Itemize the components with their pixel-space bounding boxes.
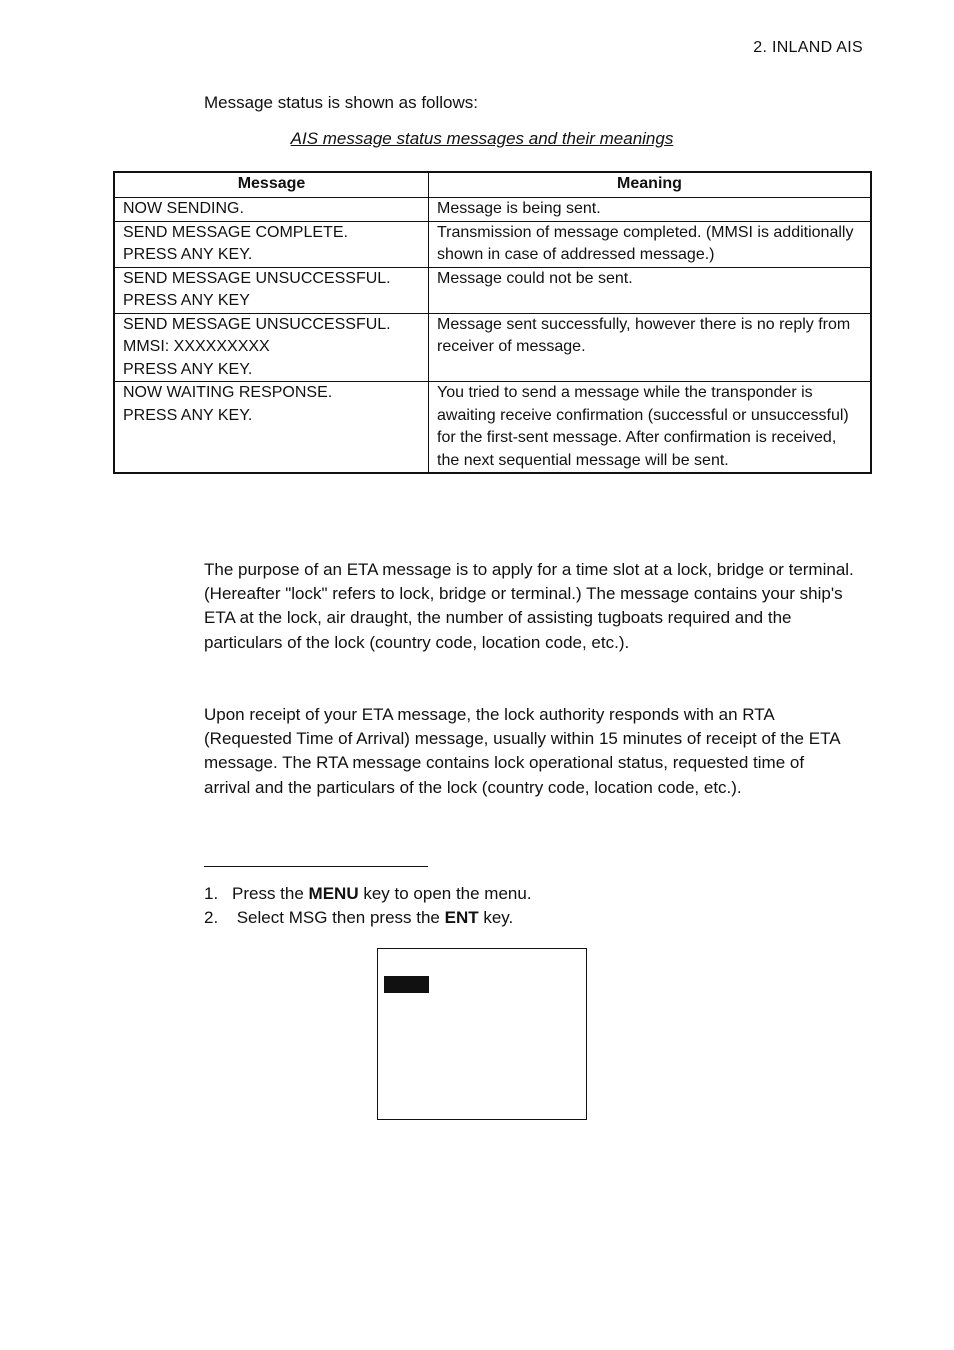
menu-cursor-highlight bbox=[384, 976, 429, 993]
meaning-cell: Message sent successfully, however there is no reply from receiver of message. bbox=[429, 313, 872, 382]
table-row bbox=[114, 267, 871, 313]
meaning-cell: Message is being sent. bbox=[429, 198, 872, 222]
message-cell: SEND MESSAGE UNSUCCESSFUL. PRESS ANY KEY bbox=[114, 267, 429, 313]
intro-text: Message status is shown as follows: bbox=[204, 93, 479, 112]
menu-screen-illustration bbox=[377, 948, 587, 1120]
step-text: Select MSG then press the bbox=[232, 908, 445, 927]
table-caption: AIS message status messages and their meanings bbox=[290, 129, 674, 148]
section-divider bbox=[204, 866, 428, 867]
status-messages-table bbox=[113, 171, 872, 474]
meaning-cell: Transmission of message completed. (MMSI is additionally shown in case of addressed message.) bbox=[429, 221, 872, 267]
eta-purpose-paragraph: The purpose of an ETA message is to apply for a time slot at a lock, bridge or terminal. (Hereafter "lock" refers to lock, bridge or terminal.) The message contains your ship's ETA at the lock, air draught, the number of assisting tugboats required and the particulars of the lock (country code, location code, etc.). bbox=[204, 560, 854, 652]
table-row bbox=[114, 198, 871, 222]
meaning-cell: Message could not be sent. bbox=[429, 267, 872, 313]
table-header-row bbox=[114, 172, 871, 198]
step-item bbox=[204, 906, 532, 930]
step-item bbox=[204, 882, 532, 906]
step-number: 2. bbox=[204, 908, 219, 927]
step-number: 1. bbox=[204, 884, 219, 903]
step-text: key to open the menu. bbox=[358, 884, 532, 903]
message-cell: SEND MESSAGE COMPLETE. PRESS ANY KEY. bbox=[114, 221, 429, 267]
message-cell: NOW WAITING RESPONSE. PRESS ANY KEY. bbox=[114, 382, 429, 474]
message-cell: SEND MESSAGE UNSUCCESSFUL. MMSI: XXXXXXXXX PRESS ANY KEY. bbox=[114, 313, 429, 382]
rta-response-paragraph: Upon receipt of your ETA message, the lock authority responds with an RTA (Requested Time of Arrival) message, usually within 15 minutes of receipt of the ETA message. The RTA message contains lock operational status, requested time of arrival and the particulars of the lock (country code, location code, etc.). bbox=[204, 705, 840, 797]
message-cell: NOW SENDING. bbox=[114, 198, 429, 222]
key-name: ENT bbox=[444, 908, 479, 927]
procedure-steps bbox=[204, 882, 532, 930]
key-name: MENU bbox=[308, 884, 359, 903]
column-header-message: Message bbox=[114, 172, 429, 198]
table-row bbox=[114, 221, 871, 267]
step-text: key. bbox=[478, 908, 514, 927]
table-row bbox=[114, 382, 871, 474]
meaning-cell: You tried to send a message while the transponder is awaiting receive confirmation (successful or unsuccessful) for the first-sent message. After confirmation is received, the next sequential message will be sent. bbox=[429, 382, 872, 474]
page-header: 2. INLAND AIS bbox=[753, 39, 863, 56]
column-header-meaning: Meaning bbox=[429, 172, 872, 198]
table-row bbox=[114, 313, 871, 382]
step-text: Press the bbox=[232, 884, 309, 903]
